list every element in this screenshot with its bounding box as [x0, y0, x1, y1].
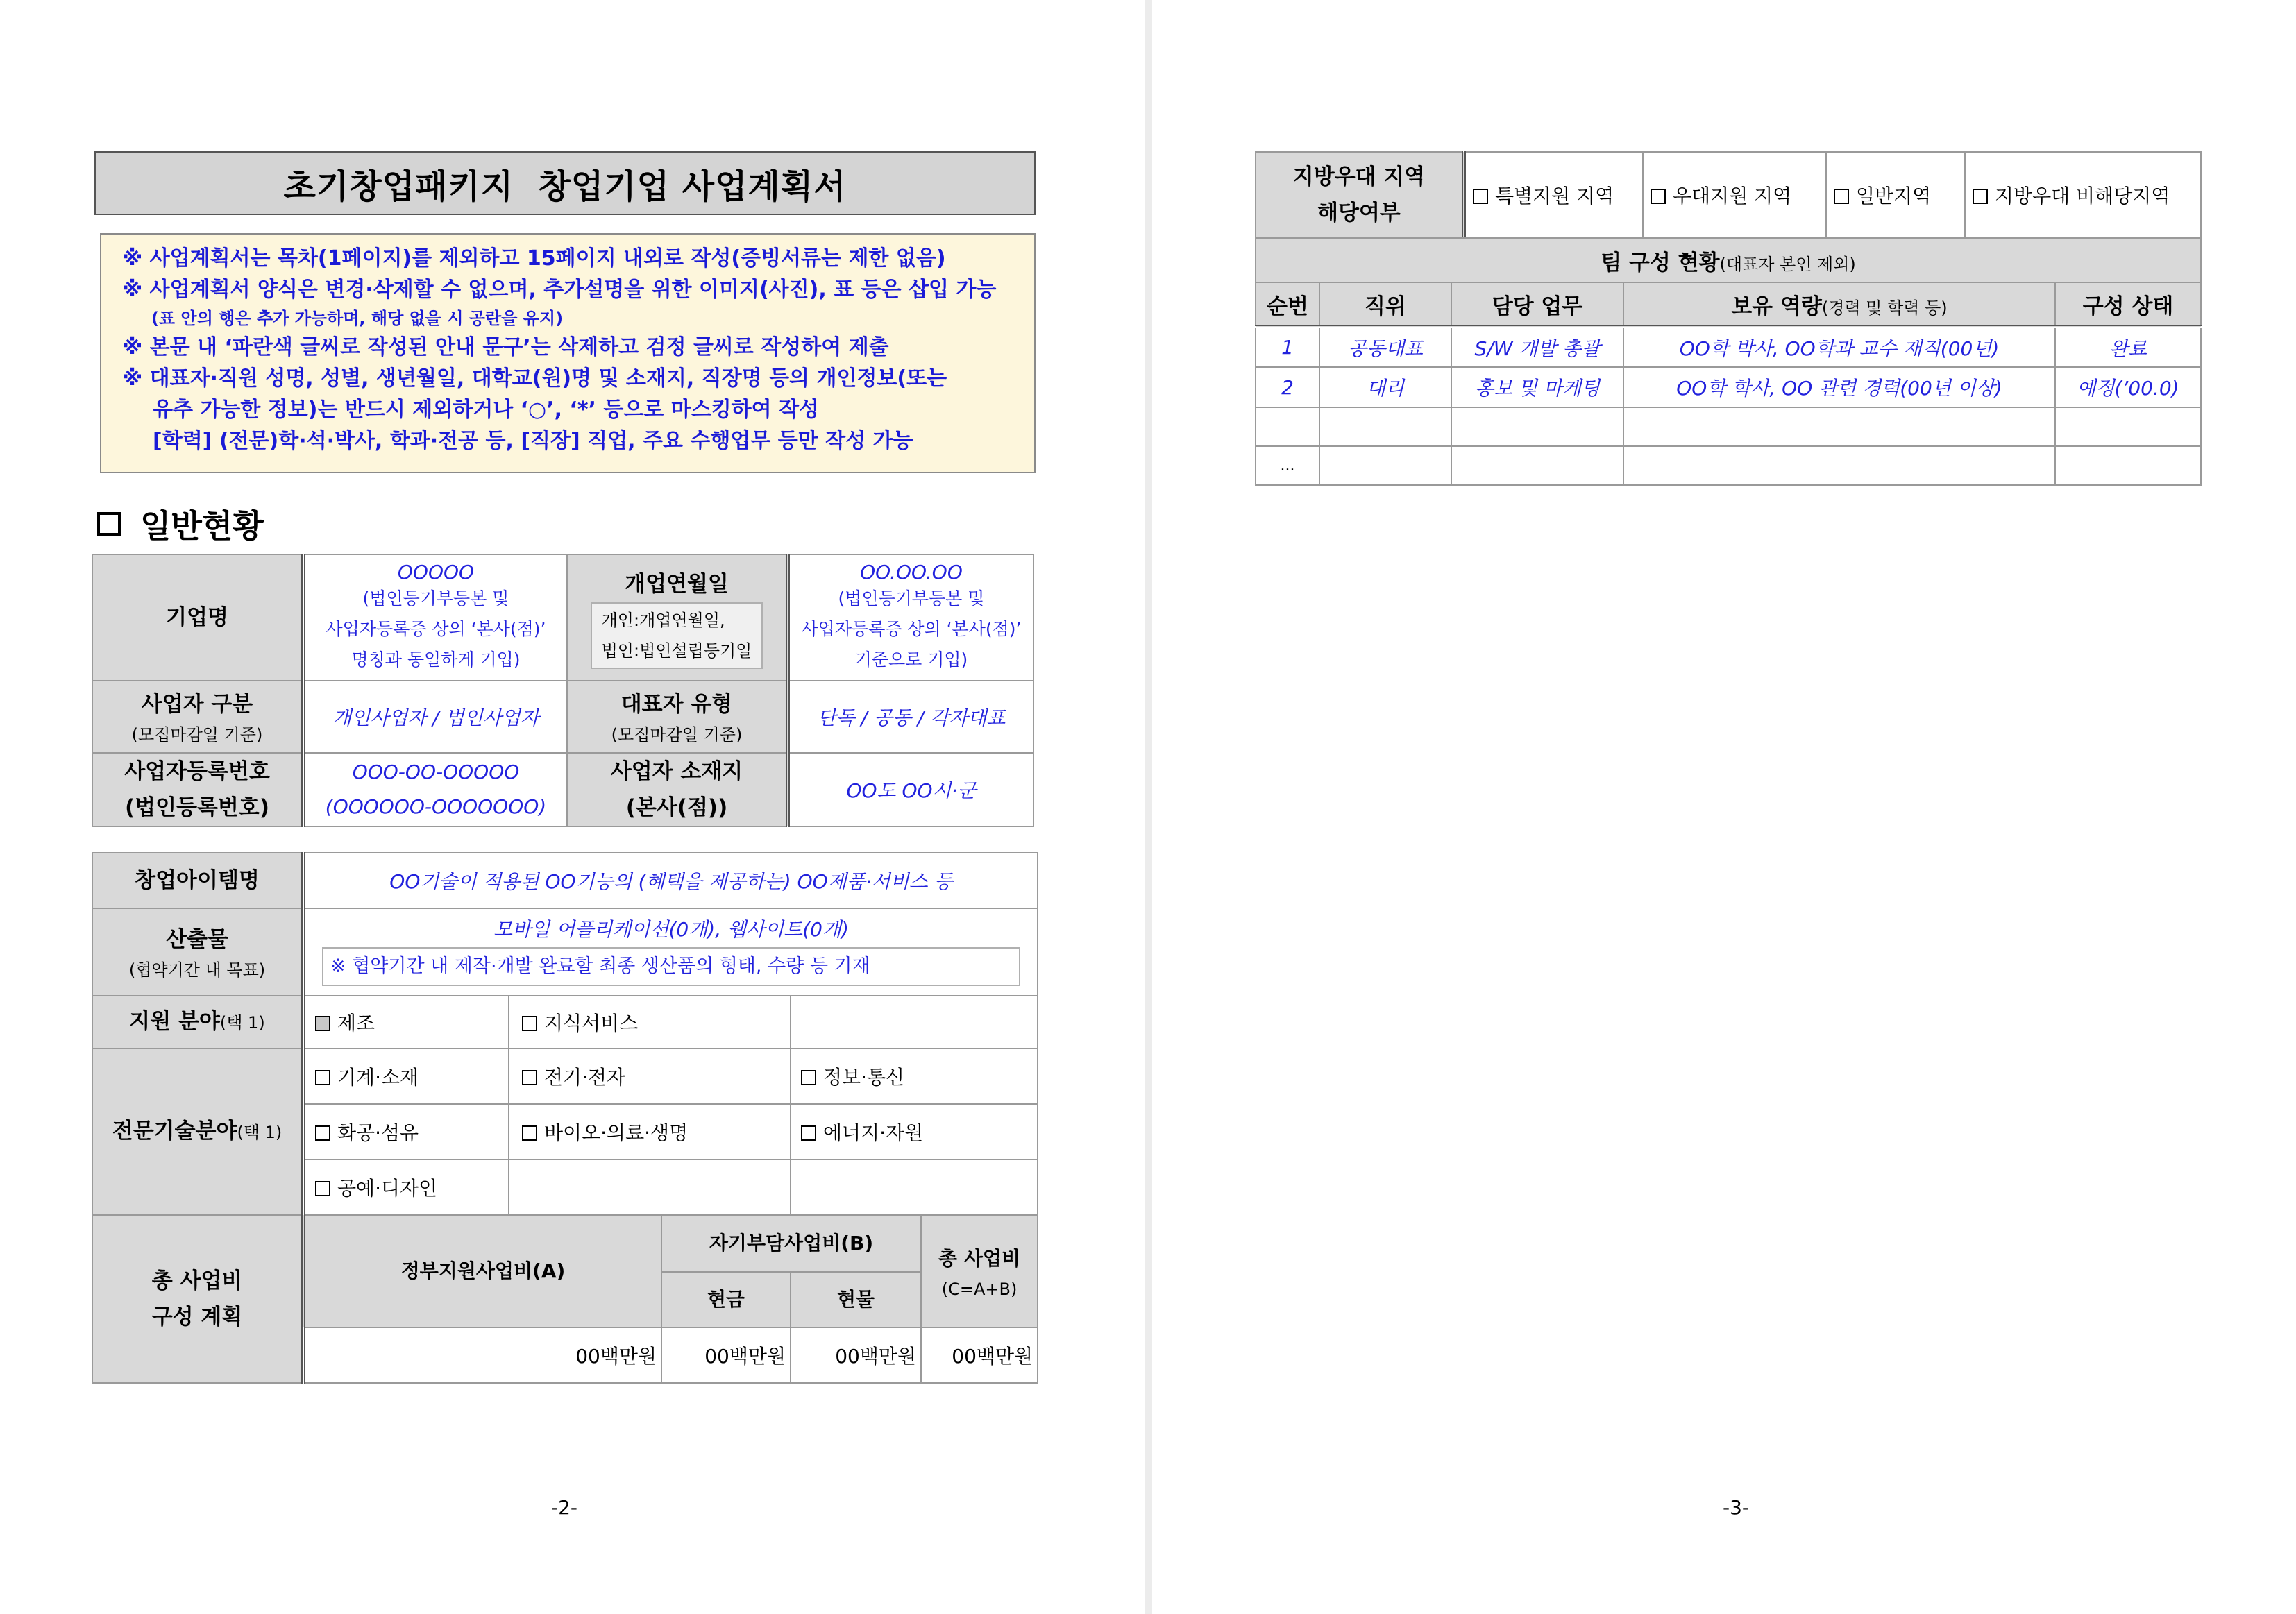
notice-line: ※ 본문 내 ‘파란색 글씨로 작성된 안내 문구’는 삭제하고 검정 글씨로 작성하여 제출: [122, 335, 889, 359]
rep-type-label: 대표자 유형 (모집마감일 기준): [567, 681, 788, 753]
section-title: 일반현황: [140, 507, 264, 545]
checkbox-icon: [801, 1070, 816, 1085]
reg-no-label: 사업자등록번호 (법인등록번호): [92, 753, 303, 826]
support-option-manufacture[interactable]: 제조: [303, 996, 509, 1048]
tech-option[interactable]: 정보·통신: [791, 1048, 1038, 1104]
gov-budget-header: 정부지원사업비(A): [303, 1215, 661, 1327]
notice-box: [100, 233, 1036, 473]
table-row: 2 대리 홍보 및 마케팅 OO학 학사, OO 관련 경력(00년 이상) 예정(’00.0): [1256, 367, 2201, 407]
budget-label: 총 사업비 구성 계획: [92, 1215, 303, 1383]
checkbox-icon: [1473, 189, 1488, 204]
gov-budget-value[interactable]: 00백만원: [303, 1327, 661, 1383]
checkbox-icon: [1834, 189, 1849, 204]
region-option[interactable]: 일반지역: [1826, 152, 1965, 238]
company-cell[interactable]: OOOOO (법인등기부등본 및 사업자등록증 상의 ‘본사(점)’ 명칭과 동일하게 기입): [303, 554, 567, 681]
output-note: ※ 협약기간 내 제작·개발 완료할 최종 생산품의 형태, 수량 등 기재: [322, 947, 1020, 986]
page-number: -2-: [551, 1496, 578, 1519]
support-label: 지원 분야(택 1): [92, 996, 303, 1048]
col-capability: 보유 역량(경력 및 학력 등): [1623, 282, 2055, 327]
tech-option[interactable]: 전기·전자: [509, 1048, 791, 1104]
region-option[interactable]: 우대지원 지역: [1643, 152, 1826, 238]
region-table: [1255, 151, 2202, 239]
region-option[interactable]: 지방우대 비해당지역: [1965, 152, 2201, 238]
tech-option[interactable]: 에너지·자원: [791, 1104, 1038, 1159]
location-value[interactable]: OO도 OO시·군: [788, 753, 1033, 826]
team-header-row: [1256, 282, 2201, 327]
notice-line: ※ 사업계획서 양식은 변경·삭제할 수 없으며, 추가설명을 위한 이미지(사진), 표 등은 삽입 가능: [122, 278, 997, 302]
checkbox-icon: [315, 1070, 330, 1085]
tech-option[interactable]: 기계·소재: [303, 1048, 509, 1104]
biz-type-value[interactable]: 개인사업자 / 법인사업자: [303, 681, 567, 753]
open-date-note: 개인:개업연월일, 법인:법인설립등기일: [591, 602, 763, 669]
total-budget-header: 총 사업비 (C=A+B): [921, 1215, 1038, 1327]
page-number: -3-: [1723, 1496, 1750, 1519]
square-icon: [97, 512, 121, 536]
checkbox-icon: [522, 1016, 537, 1031]
notice-line: 유추 가능한 정보)는 반드시 제외하거나 ‘○’, ‘*’ 등으로 마스킹하여 작성: [153, 398, 820, 422]
notice-line: ※ 사업계획서는 목차(1페이지)를 제외하고 15페이지 내외로 작성(증빙서류는 제한 없음): [122, 246, 946, 271]
notice-line: ※ 대표자·직원 성명, 성별, 생년월일, 대학교(원)명 및 소재지, 직장명 등의 개인정보(또는: [122, 366, 947, 391]
col-status: 구성 상태: [2055, 282, 2201, 327]
region-label: 지방우대 지역 해당여부: [1256, 152, 1464, 238]
checkbox-icon: [801, 1125, 816, 1141]
tech-option[interactable]: 공예·디자인: [303, 1159, 509, 1215]
output-cell[interactable]: 모바일 어플리케이션(0개), 웹사이트(0개) ※ 협약기간 내 제작·개발 완료할 최종 생산품의 형태, 수량 등 기재: [303, 908, 1038, 996]
table-row: [1256, 407, 2201, 446]
col-duty: 담당 업무: [1451, 282, 1623, 327]
col-position: 직위: [1319, 282, 1451, 327]
rep-type-value[interactable]: 단독 / 공동 / 각자대표: [788, 681, 1033, 753]
cash-header: 현금: [661, 1272, 791, 1327]
company-label: 기업명: [92, 554, 303, 681]
checkbox-icon: [315, 1181, 330, 1196]
company-value: OOOOO: [397, 560, 475, 584]
item-label: 창업아이템명: [92, 853, 303, 908]
section-heading: [97, 501, 264, 547]
in-kind-value[interactable]: 00백만원: [791, 1327, 921, 1383]
notice-line: (표 안의 행은 추가 가능하며, 해당 없을 시 공란을 유지): [151, 309, 564, 328]
general-info-table: [92, 554, 1034, 827]
team-table: [1255, 237, 2202, 486]
tech-label: 전문기술분야(택 1): [92, 1048, 303, 1215]
total-budget-value[interactable]: 00백만원: [921, 1327, 1038, 1383]
open-date-label: 개업연월일 개인:개업연월일, 법인:법인설립등기일: [567, 554, 788, 681]
checkbox-icon: [522, 1125, 537, 1141]
biz-type-label: 사업자 구분 (모집마감일 기준): [92, 681, 303, 753]
checkbox-icon: [315, 1016, 330, 1031]
cash-value[interactable]: 00백만원: [661, 1327, 791, 1383]
location-label: 사업자 소재지 (본사(점)): [567, 753, 788, 826]
checkbox-icon: [315, 1125, 330, 1141]
item-table: [92, 852, 1038, 1384]
notice-line: [학력] (전문)학·석·박사, 학과·전공 등, [직장] 직업, 주요 수행업무 등만 작성 가능: [153, 429, 913, 453]
checkbox-icon: [1973, 189, 1988, 204]
output-label: 산출물 (협약기간 내 목표): [92, 908, 303, 996]
in-kind-header: 현물: [791, 1272, 921, 1327]
open-date-cell[interactable]: OO.OO.OO (법인등기부등본 및 사업자등록증 상의 ‘본사(점)’ 기준으로 기입): [788, 554, 1033, 681]
checkbox-icon: [1651, 189, 1666, 204]
self-budget-header: 자기부담사업비(B): [661, 1215, 921, 1272]
col-no: 순번: [1256, 282, 1319, 327]
support-option-knowledge[interactable]: 지식서비스: [509, 996, 791, 1048]
page-left: [0, 0, 1145, 1614]
team-title: 팀 구성 현황(대표자 본인 제외): [1256, 238, 2201, 282]
table-row: ...: [1256, 446, 2201, 485]
region-option[interactable]: 특별지원 지역: [1464, 152, 1643, 238]
checkbox-icon: [522, 1070, 537, 1085]
table-row: 1 공동대표 S/W 개발 총괄 OO학 박사, OO학과 교수 재직(00년) 완료: [1256, 327, 2201, 367]
reg-no-value[interactable]: OOO-OO-OOOOO (OOOOOO-OOOOOOO): [303, 753, 567, 826]
document-title: 초기창업패키지 창업기업 사업계획서: [94, 151, 1036, 215]
tech-option[interactable]: 화공·섬유: [303, 1104, 509, 1159]
item-value[interactable]: OO기술이 적용된 OO기능의 (혜택을 제공하는) OO제품·서비스 등: [303, 853, 1038, 908]
tech-option[interactable]: 바이오·의료·생명: [509, 1104, 791, 1159]
page-right: [1152, 0, 2296, 1614]
